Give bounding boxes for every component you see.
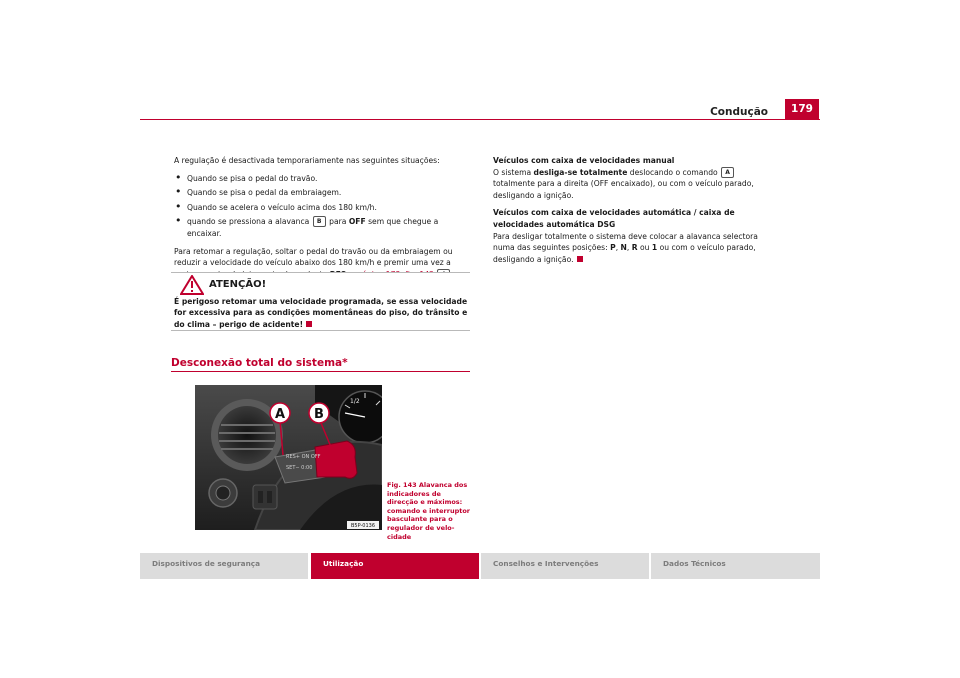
warning-text-body: É perigoso retomar uma velocidade programada, se essa velocidade for excessiva para as condições momentâneas do piso, do trânsito e do clima – perigo de acidente! bbox=[174, 297, 468, 329]
automatic-gearbox-heading-text: Veículos com caixa de velocidades automática / caixa de velocidades automática DSG bbox=[493, 208, 735, 229]
text: Para desligar totalmente o sistema deve colocar a alavanca selectora numa das seguintes posições: bbox=[493, 231, 758, 253]
resume-text: Para retomar a regulação, soltar o pedal do travão ou da embraiagem ou reduzir a velocidade do veículo abaixo dos 180 km/h e premir uma vez a bbox=[174, 246, 453, 268]
key-b-icon: B bbox=[313, 216, 326, 227]
list-item-text: sem que chegue a encaixar. bbox=[187, 217, 439, 238]
gear-n: N bbox=[620, 243, 627, 253]
callout-b-label: B bbox=[314, 407, 324, 422]
gear-p: P bbox=[610, 243, 616, 253]
warning-triangle-icon bbox=[180, 275, 204, 295]
manual-gearbox-heading bbox=[493, 155, 771, 167]
list-item: • Quando se pisa o pedal do travão. bbox=[174, 173, 472, 185]
manual-gearbox-heading-text: Veículos com caixa de velocidades manual bbox=[493, 156, 675, 165]
left-column bbox=[174, 155, 472, 286]
callout-a-label: A bbox=[274, 407, 286, 422]
end-marker-icon bbox=[577, 256, 583, 262]
header-divider bbox=[140, 119, 820, 120]
gauge-label: 1/2 bbox=[350, 398, 360, 405]
tab-dispositivos-seguranca[interactable]: Dispositivos de segurança bbox=[140, 553, 308, 579]
gear-1: 1 bbox=[651, 243, 658, 253]
text: O sistema bbox=[493, 167, 532, 177]
right-column bbox=[493, 155, 771, 271]
emphasis-text: desliga-se totalmente bbox=[533, 167, 628, 177]
switch-label-bottom: SET− 0:00 bbox=[286, 465, 313, 471]
warning-text bbox=[174, 296, 468, 330]
tab-utilizacao[interactable]: Utilização bbox=[311, 553, 479, 579]
tab-dados-tecnicos[interactable]: Dados Técnicos bbox=[651, 553, 820, 579]
off-label: OFF bbox=[348, 217, 366, 227]
list-item-text: quando se pressiona a alavanca bbox=[187, 217, 310, 227]
situations-list bbox=[174, 173, 472, 240]
page-section-title: Condução bbox=[710, 106, 768, 118]
figure-code: B5P-0136 bbox=[350, 523, 376, 529]
footer-nav bbox=[140, 553, 820, 579]
lever-illustration bbox=[195, 385, 382, 530]
page-number: 179 bbox=[785, 99, 819, 119]
text: ou bbox=[639, 243, 650, 253]
list-item: • Quando se pisa o pedal da embraiagem. bbox=[174, 187, 472, 199]
list-item-text: para bbox=[329, 217, 347, 227]
manual-gearbox-paragraph bbox=[493, 167, 771, 202]
automatic-gearbox-heading bbox=[493, 207, 771, 230]
automatic-gearbox-paragraph: Para desligar totalmente o sistema deve colocar a alavanca selectora numa das seguintes posições: P, N, R ou 1 ou com o veículo parado, desligando a ignição. bbox=[493, 231, 758, 264]
key-a-icon: A bbox=[721, 167, 734, 178]
list-item: • Quando se acelera o veículo acima dos 180 km/h. bbox=[174, 202, 472, 214]
text: totalmente para a direita (OFF encaixado), ou com o veículo parado, desligando a ignição. bbox=[493, 179, 754, 200]
tab-conselhos-intervencoes[interactable]: Conselhos e Intervenções bbox=[481, 553, 649, 579]
switch-label-top: RES+ ON OFF bbox=[286, 454, 321, 460]
text: deslocando o comando bbox=[629, 167, 718, 177]
warning-title: ATENÇÃO! bbox=[209, 279, 267, 290]
text: ou com o veículo parado, desligando a ignição. bbox=[493, 243, 756, 264]
gear-r: R bbox=[631, 243, 638, 253]
figure-caption: Fig. 143 Alavanca dos indicadores de direcção e máximos: comando e interruptor basculante para o regulador de velo-cidade bbox=[387, 481, 470, 541]
section-heading: Desconexão total do sistema* bbox=[171, 357, 348, 369]
section-divider bbox=[171, 371, 470, 372]
steering-column-photo bbox=[195, 385, 382, 530]
list-item bbox=[174, 216, 472, 239]
intro-text: A regulação é desactivada temporariamente nas seguintes situações: bbox=[174, 156, 440, 165]
end-marker-icon bbox=[306, 321, 312, 327]
